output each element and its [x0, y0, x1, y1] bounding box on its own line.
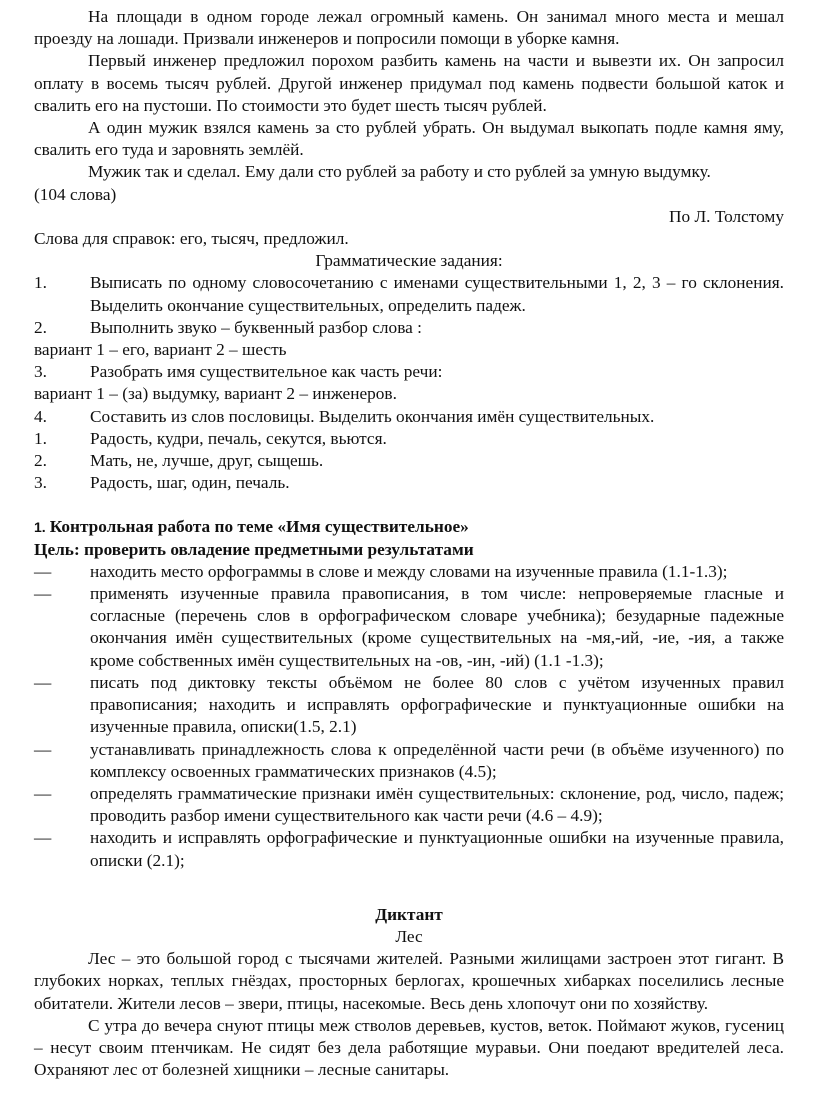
goal-item: [34, 783, 784, 827]
task-number: 4.: [34, 406, 47, 426]
dictation-paragraph-2: С утра до вечера снуют птицы меж стволов деревьев, кустов, веток. Поймают жуков, гусениц – несут своим птенчикам. Не сидят без дела работящие муравьи. Они поедают вредителей леса. Охраняют лес от болезней хищники – лесные санитары.: [34, 1015, 784, 1080]
goal-item-text: находить и исправлять орфографические и пунктуационные ошибки на изученные правила, описки (2.1);: [90, 828, 784, 870]
dash-marker: —: [34, 584, 52, 604]
goal-item: [34, 739, 784, 783]
dictation-paragraph-1: Лес – это большой город с тысячами жителей. Разными жилищами застроен этот гигант. В глубоких норках, теплых гнёздах, просторных берлогах, крошечных хибарках поселились лесные обитатели. Жители лесов – звери, птицы, насекомые. Весь день хлопочут они по хозяйству.: [34, 949, 784, 1013]
grammar-task-1: [34, 272, 784, 316]
story-paragraph-1: На площади в одном городе лежал огромный камень. Он занимал много места и мешал проезду на лошади. Призвали инженеров и попросили помощи в уборке камня.: [34, 7, 784, 49]
word-count: (104 слова): [34, 184, 117, 204]
dictation-heading-text: Диктант: [375, 904, 443, 924]
control-title: Контрольная работа по теме «Имя существительное»: [49, 517, 469, 537]
story-paragraph-2: Первый инженер предложил порохом разбить камень на части и вывезти их. Он запросил оплату в восемь тысяч рублей. Другой инженер придумал под камень подвести большой каток и свалить его на пустоши. По стоимости это будет шесть тысяч рублей.: [34, 51, 784, 115]
dash-marker: —: [34, 672, 52, 692]
story-paragraph-3: А один мужик взялся камень за сто рублей убрать. Он выдумал выкопать подле камня яму, свалить его туда и заровнять землёй.: [34, 118, 784, 160]
control-goal-text: Цель: проверить овладение предметными результатами: [34, 539, 474, 559]
goal-item-text: находить место орфограммы в слове и между словами на изученные правила (1.1-1.3);: [90, 561, 728, 581]
dictation-title: Лес: [395, 926, 423, 946]
story-paragraph-4: Мужик так и сделал. Ему дали сто рублей за работу и сто рублей за умную выдумку.: [88, 162, 711, 182]
goal-item: [34, 583, 784, 672]
proverb-number: 2.: [34, 451, 47, 471]
goal-item-text: определять грамматические признаки имён существительных: склонение, род, число, падеж; проводить разбор имени существительного как части речи (4.6 – 4.9);: [90, 783, 784, 826]
dash-marker: —: [34, 783, 52, 803]
task-2-variants: вариант 1 – его, вариант 2 – шесть: [34, 340, 287, 360]
proverb-item: [34, 472, 784, 494]
dash-marker: —: [34, 828, 52, 848]
control-goal: [34, 539, 784, 561]
goal-item: [34, 827, 784, 871]
dictation-heading: [34, 904, 784, 926]
task-text: Разобрать имя существительное как часть речи:: [90, 362, 443, 382]
goal-item: [34, 561, 784, 583]
proverb-text: Радость, кудри, печаль, секутся, вьются.: [90, 428, 387, 448]
proverb-text: Радость, шаг, один, печаль.: [90, 473, 290, 493]
task-number: 2.: [34, 317, 47, 337]
goal-item-text: писать под диктовку тексты объёмом не более 80 слов с учётом изученных правил правописания; находить и исправлять орфографические и пунктуационные ошибки на изученные правила, описки(1.5, 2.1): [90, 672, 784, 737]
proverb-number: 3.: [34, 473, 47, 493]
control-number: 1.: [34, 519, 46, 536]
task-number: 3.: [34, 362, 47, 382]
helper-words: Слова для справок: его, тысяч, предложил.: [34, 229, 349, 249]
goal-item-text: устанавливать принадлежность слова к определённой части речи (в объёме изученного) по комплексу освоенных грамматических признаков (4.5);: [90, 739, 784, 781]
proverb-item: [34, 450, 784, 472]
document-page: [34, 6, 784, 1081]
grammar-task-2: [34, 317, 784, 339]
proverb-text: Мать, не, лучше, друг, сыщешь.: [90, 451, 324, 471]
grammar-task-3: [34, 361, 784, 383]
goal-item: [34, 672, 784, 739]
grammar-task-4: [34, 406, 784, 428]
author-attribution: По Л. Толстому: [669, 206, 784, 226]
task-text: Выписать по одному словосочетанию с именами существительными 1, 2, 3 – го склонения. Выделить окончание существительных, определить падеж.: [90, 273, 784, 315]
task-number: 1.: [34, 273, 47, 293]
proverb-item: [34, 428, 784, 450]
task-text: Выполнить звуко – буквенный разбор слова :: [90, 317, 422, 337]
task-text: Составить из слов пословицы. Выделить окончания имён существительных.: [90, 406, 655, 426]
proverb-number: 1.: [34, 428, 47, 448]
task-3-variants: вариант 1 – (за) выдумку, вариант 2 – инженеров.: [34, 384, 397, 404]
dash-marker: —: [34, 739, 52, 759]
control-work-heading: [34, 516, 784, 538]
dash-marker: —: [34, 561, 52, 581]
goal-item-text: применять изученные правила правописания, в том числе: непроверяемые гласные и согласные (перечень слов в орфографическом словаре учебника); безударные падежные окончания имён существительных (кроме существительных на -мя,-ий, -ие, -ия, а также кроме собственных имён существительных на -ов, -ин, -ий) (1.1 -1.3);: [90, 584, 784, 670]
grammar-title: Грамматические задания:: [315, 251, 503, 271]
